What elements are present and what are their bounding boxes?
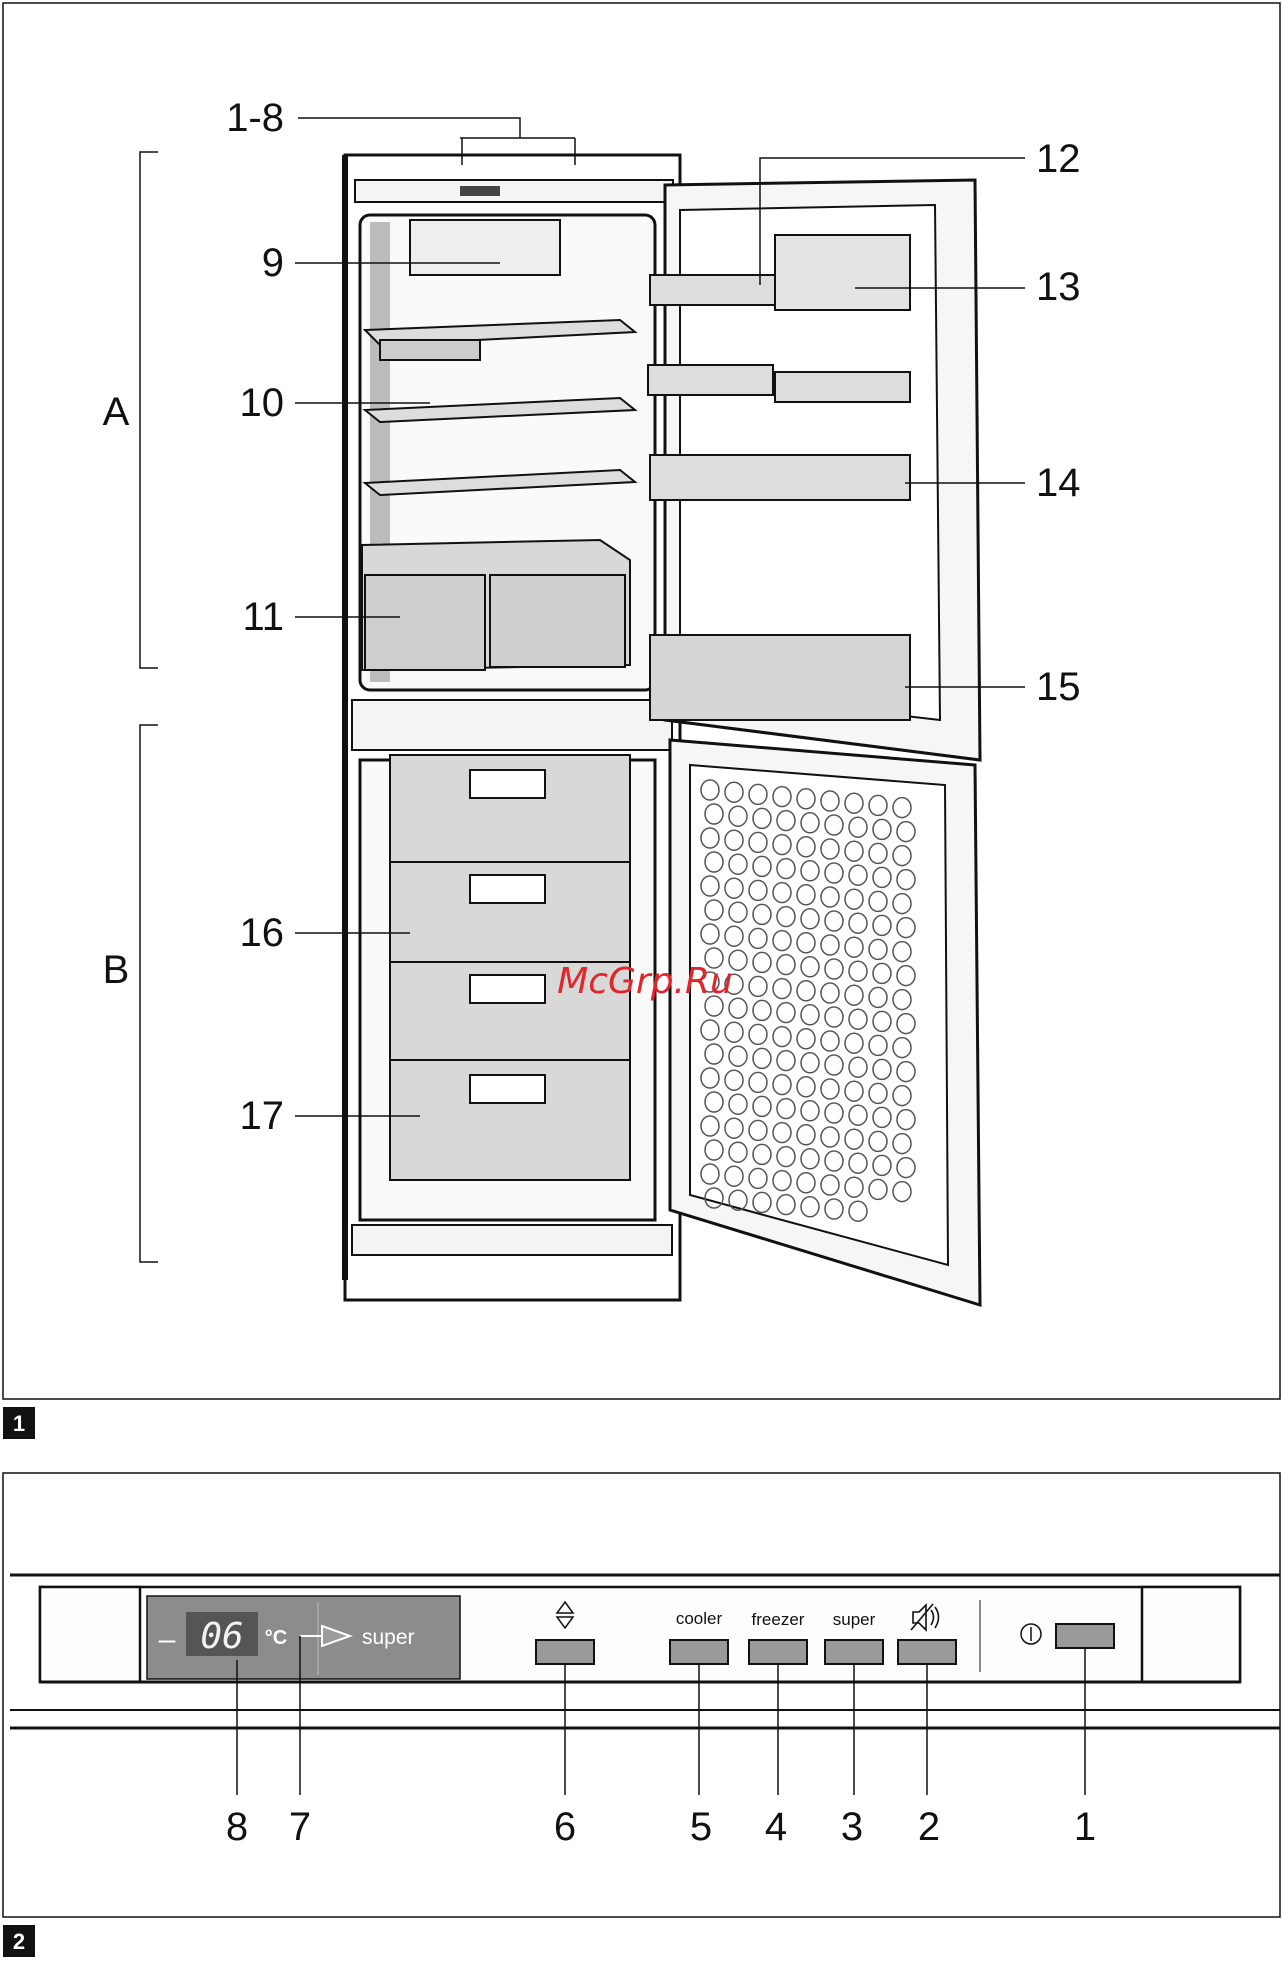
figure-2-frame xyxy=(3,1473,1280,1917)
panel-callout-numbers xyxy=(226,1805,1096,1849)
callout-3: 3 xyxy=(840,1805,864,1849)
callout-17: 17 xyxy=(239,1094,284,1138)
display-minus: – xyxy=(158,1623,176,1656)
callout-14: 14 xyxy=(1036,461,1081,505)
figure-1-number: 1 xyxy=(12,1411,26,1436)
callout-13: 13 xyxy=(1036,265,1081,309)
freezer-button[interactable] xyxy=(749,1640,807,1664)
callout-1-8: 1-8 xyxy=(226,96,284,140)
refrigerator-illustration xyxy=(345,155,980,1305)
callout-2: 2 xyxy=(917,1805,941,1849)
super-button[interactable] xyxy=(825,1640,883,1664)
callout-5: 5 xyxy=(689,1805,713,1849)
display-super-label: super xyxy=(362,1626,415,1649)
callout-11: 11 xyxy=(242,595,284,639)
power-button[interactable] xyxy=(1056,1624,1114,1648)
freezer-label: freezer xyxy=(751,1610,805,1629)
up-down-button[interactable] xyxy=(536,1640,594,1664)
figure-2-number: 2 xyxy=(12,1929,26,1954)
callout-8: 8 xyxy=(225,1805,249,1849)
cooler-label: cooler xyxy=(675,1609,723,1628)
alarm-off-button[interactable] xyxy=(898,1640,956,1664)
section-brackets xyxy=(140,152,158,1262)
callout-12: 12 xyxy=(1036,137,1081,181)
callout-4: 4 xyxy=(764,1805,788,1849)
display-unit: °C xyxy=(264,1627,288,1649)
super-label: super xyxy=(832,1610,876,1629)
callout-6: 6 xyxy=(553,1805,577,1849)
watermark: McGrp.Ru xyxy=(557,961,733,1002)
callout-7: 7 xyxy=(288,1805,312,1849)
callout-16: 16 xyxy=(239,911,284,955)
display-temperature: 06 xyxy=(200,1616,244,1657)
cooler-button[interactable] xyxy=(670,1640,728,1664)
callout-15: 15 xyxy=(1036,665,1081,709)
callout-10: 10 xyxy=(239,381,284,425)
callout-9: 9 xyxy=(261,241,284,285)
section-label-a: A xyxy=(102,390,130,434)
callout-1: 1 xyxy=(1073,1805,1097,1849)
section-label-b: B xyxy=(102,948,130,992)
